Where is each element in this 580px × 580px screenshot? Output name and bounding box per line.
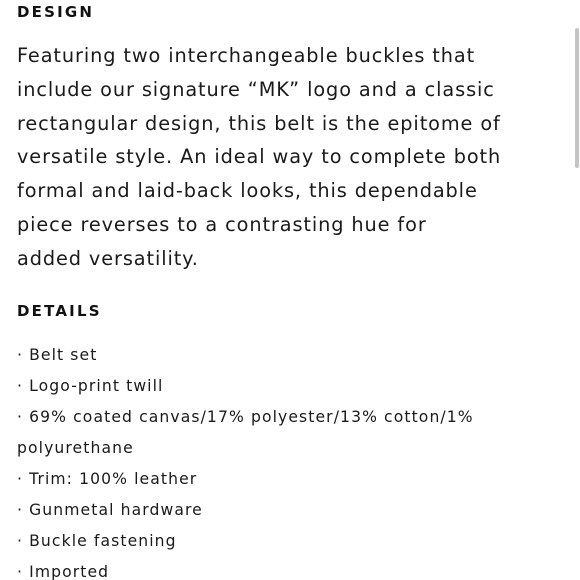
details-item-materials: · 69% coated canvas/17% polyester/13% cotton/1% polyurethane	[17, 408, 474, 457]
details-item-fastening: · Buckle fastening	[17, 532, 177, 550]
design-section-title: DESIGN	[17, 3, 95, 21]
details-item-hardware: · Gunmetal hardware	[17, 501, 203, 519]
details-item-belt-set: · Belt set	[17, 346, 98, 364]
details-item-imported: · Imported	[17, 563, 110, 580]
scrollbar-track[interactable]	[574, 0, 580, 580]
details-item-logo-print: · Logo-print twill	[17, 377, 164, 395]
design-description: Featuring two interchangeable buckles that include our signature “MK” logo and a classic rectangular design, this belt is the epitome of versatile style. An ideal way to complete both formal and laid-back looks, this dependable piece reverses to a contrasting hue for added versatility.	[17, 44, 502, 270]
details-section-title: DETAILS	[17, 302, 102, 320]
scrollbar-thumb[interactable]	[575, 28, 579, 168]
details-list	[17, 340, 577, 580]
details-item-trim: · Trim: 100% leather	[17, 470, 198, 488]
